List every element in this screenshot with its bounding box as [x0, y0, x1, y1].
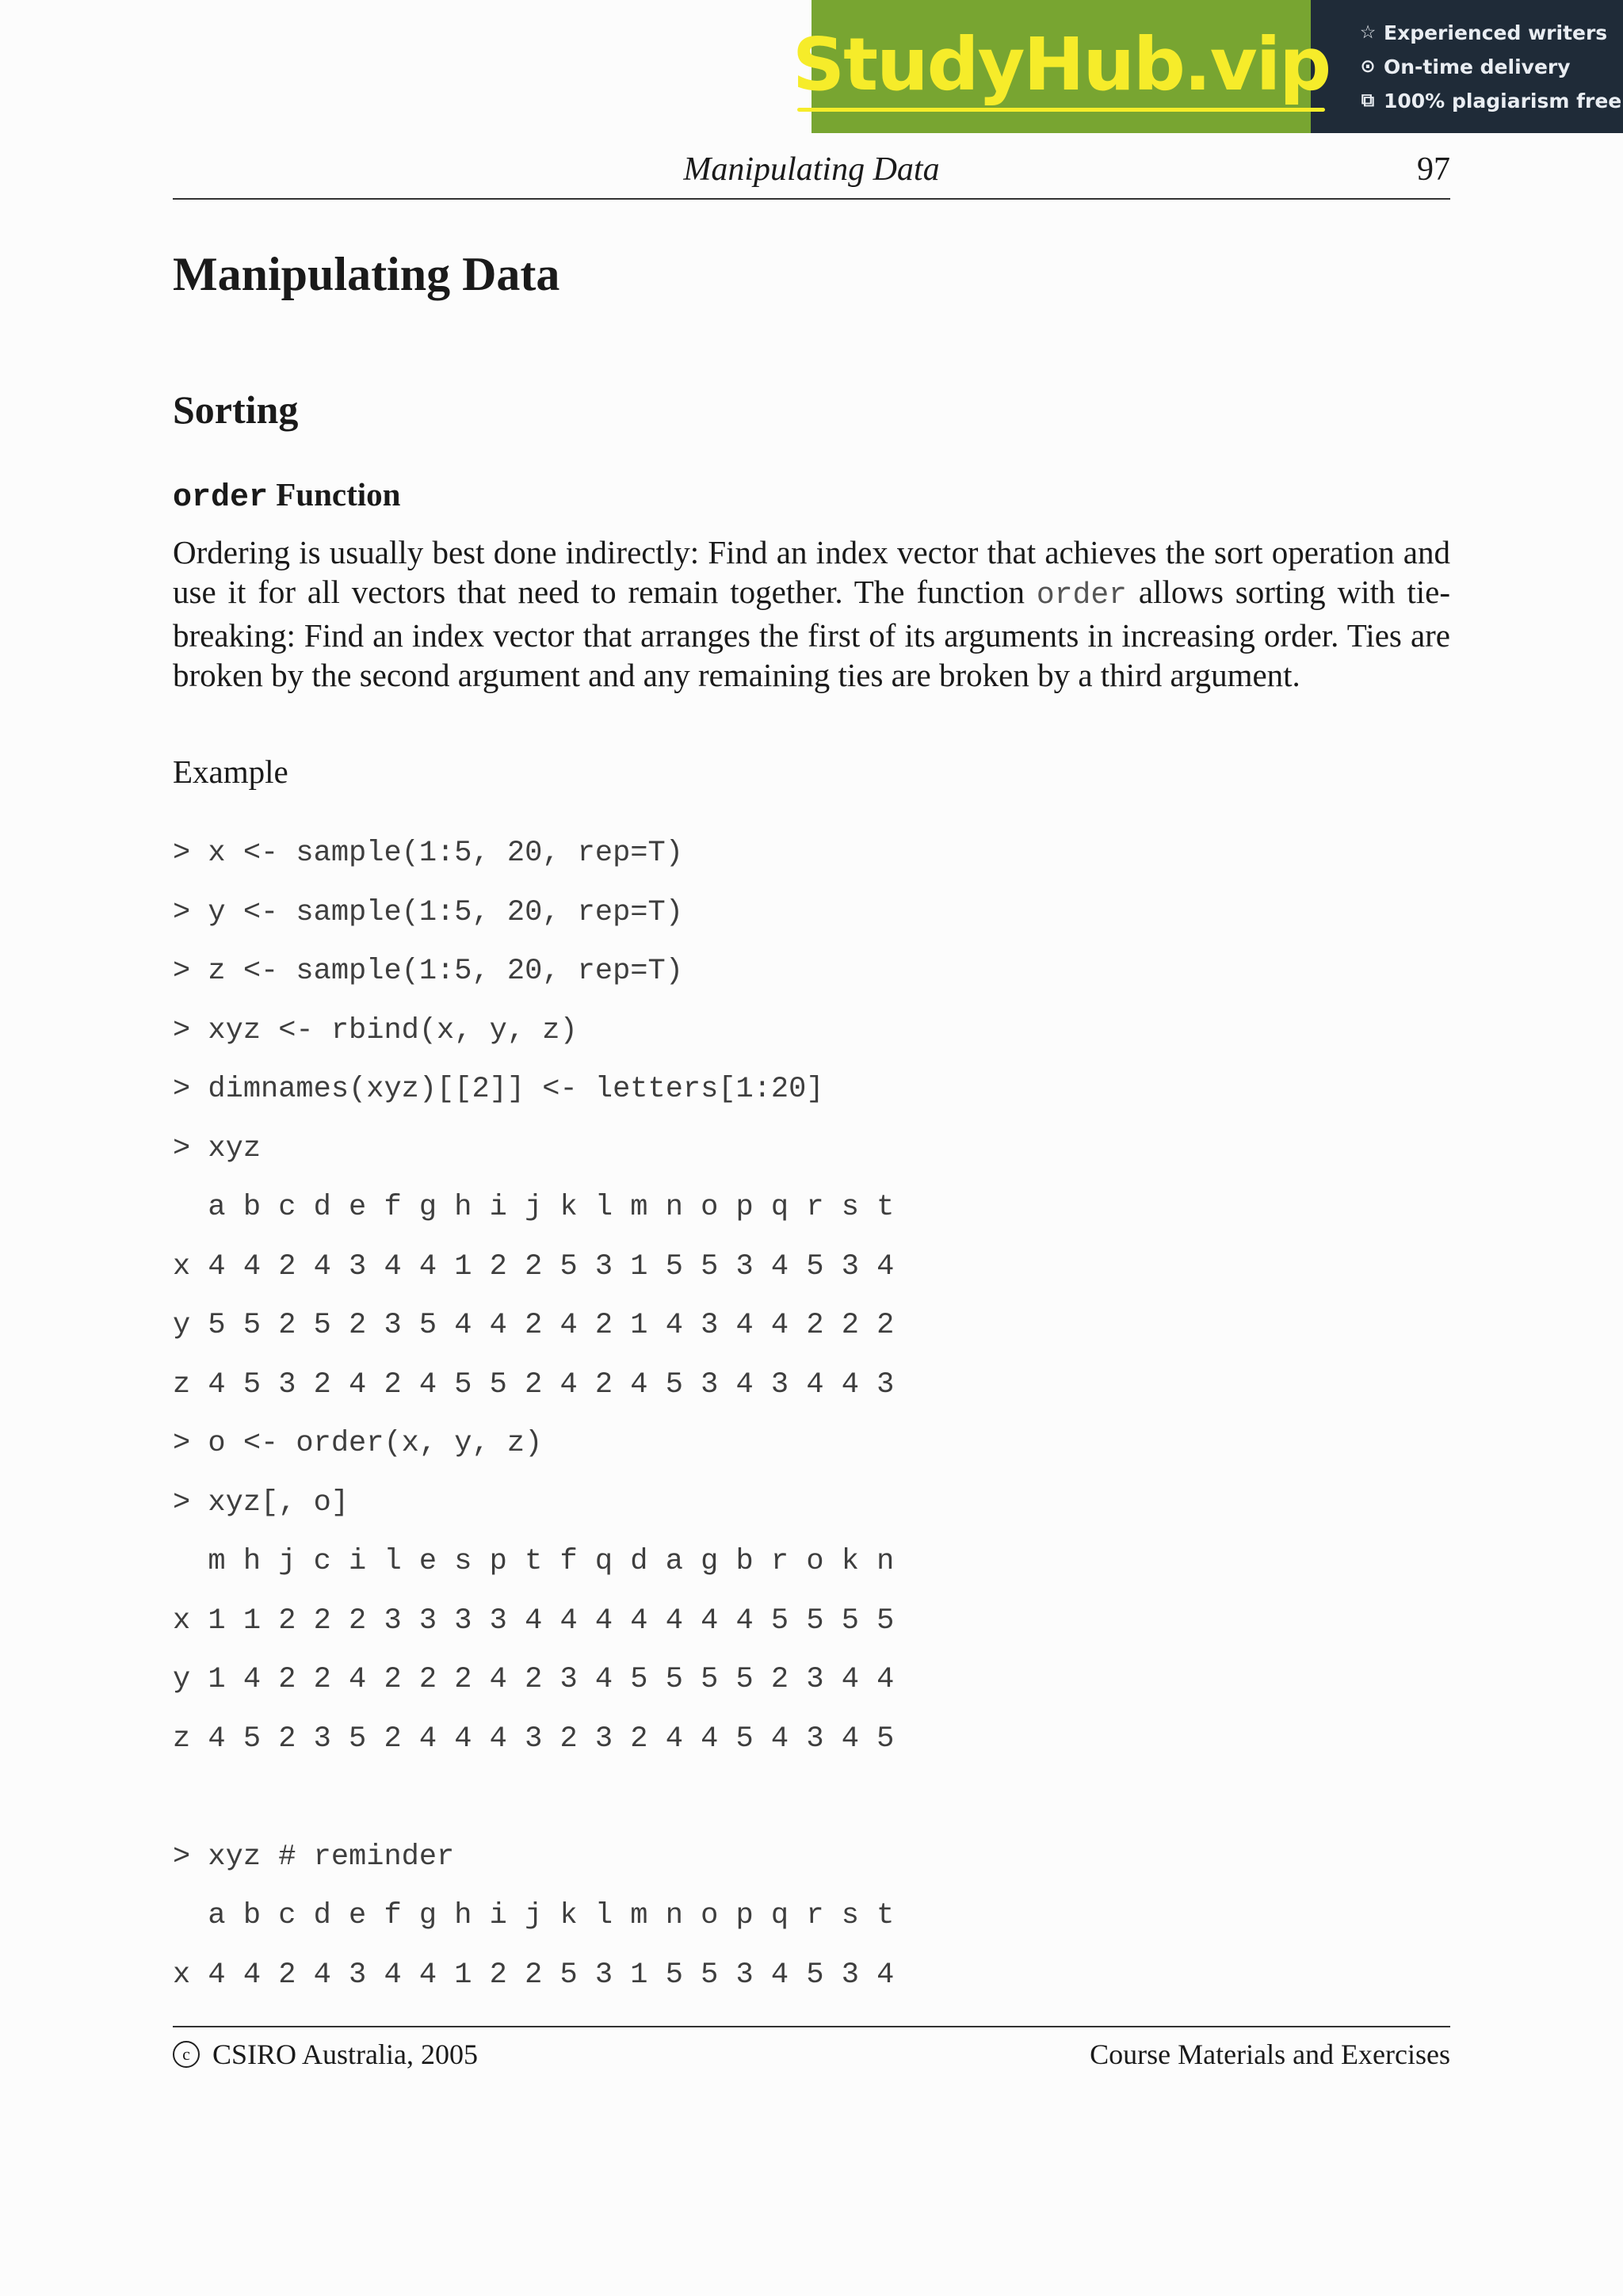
code-block [173, 832, 894, 2012]
code-line [173, 1776, 894, 1836]
subsection-code: order [173, 480, 269, 516]
footer-right-text: Course Materials and Exercises [1090, 2039, 1450, 2070]
code-line: x 4 4 2 4 3 4 4 1 2 2 5 3 1 5 5 3 4 5 3 4 [173, 1958, 895, 1992]
banner-feature-label: Experienced writers [1384, 21, 1608, 44]
banner-features [1311, 0, 1623, 133]
footer-rule [173, 2026, 1450, 2027]
running-header [173, 151, 1450, 200]
code-line: x 1 1 2 2 2 3 3 3 3 4 4 4 4 4 4 4 5 5 5 5 [173, 1604, 895, 1638]
code-line: z 4 5 2 3 5 2 4 4 4 3 2 3 2 4 4 5 4 3 4 5 [173, 1722, 895, 1756]
code-line: a b c d e f g h i j k l m n o p q r s t [173, 1191, 895, 1224]
studyhub-logo: StudyHub.vip [792, 22, 1330, 112]
code-line: y 5 5 2 5 2 3 5 4 4 2 4 2 1 4 3 4 4 2 2 2 [173, 1309, 895, 1342]
banner-logo-area [792, 0, 1331, 133]
code-line: > y <- sample(1:5, 20, rep=T) [173, 895, 683, 929]
code-line: z 4 5 3 2 4 2 4 5 5 2 4 2 4 5 3 4 3 4 4 3 [173, 1367, 895, 1402]
page-number: 97 [1417, 151, 1450, 188]
code-line: > xyz # reminder [173, 1840, 455, 1874]
code-line: y 1 4 2 2 4 2 2 2 4 2 3 4 5 5 5 5 2 3 4 4 [173, 1663, 895, 1696]
code-line: m h j c i l e s p t f q d a g b r o k n [173, 1545, 895, 1578]
banner-feature-plagiarism [1358, 90, 1623, 113]
example-label: Example [173, 753, 288, 790]
star-icon: ☆ [1359, 22, 1377, 43]
footer-left-text: CSIRO Australia, 2005 [212, 2039, 479, 2070]
clock-icon: ⊙ [1360, 56, 1376, 77]
code-line: > xyz [173, 1131, 262, 1165]
running-title: Manipulating Data [683, 151, 940, 188]
code-line: > z <- sample(1:5, 20, rep=T) [173, 955, 683, 988]
banner-feature-writers [1358, 21, 1623, 44]
code-line: > xyz <- rbind(x, y, z) [173, 1013, 578, 1047]
section-title: Sorting [173, 387, 299, 432]
banner-feature-label: On-time delivery [1384, 55, 1571, 78]
body-paragraph [173, 532, 1450, 695]
banner-feature-label: 100% plagiarism free [1384, 89, 1622, 113]
copy-icon: ⧉ [1361, 90, 1375, 111]
inline-code: order [1036, 578, 1127, 612]
code-line: > x <- sample(1:5, 20, rep=T) [173, 837, 683, 870]
code-line: > dimnames(xyz)[[2]] <- letters[1:20] [173, 1073, 824, 1106]
chapter-title: Manipulating Data [173, 248, 560, 300]
paragraph-text-after: allows sorting with tie-breaking: Find an index vector that arranges the first of its arguments in increasing order. Ties are broken by the second argument and any remaining ties are broken by a third argument. [173, 574, 1450, 693]
banner-feature-delivery [1358, 55, 1623, 78]
code-line: > o <- order(x, y, z) [173, 1427, 543, 1460]
footer-copyright [173, 2038, 478, 2071]
paragraph-text-before: Ordering is usually best done indirectly: Find an index vector that achieves the sort operation and use it for all vectors that need to remain together. The function [173, 534, 1450, 610]
promo-banner[interactable] [792, 0, 1623, 133]
code-line: a b c d e f g h i j k l m n o p q r s t [173, 1899, 895, 1932]
copyright-icon: c [173, 2041, 200, 2068]
code-line: > xyz[, o] [173, 1486, 349, 1520]
code-line: x 4 4 2 4 3 4 4 1 2 2 5 3 1 5 5 3 4 5 3 4 [173, 1249, 895, 1283]
subsection-text: Function [268, 476, 401, 513]
subsection-title [173, 475, 400, 516]
